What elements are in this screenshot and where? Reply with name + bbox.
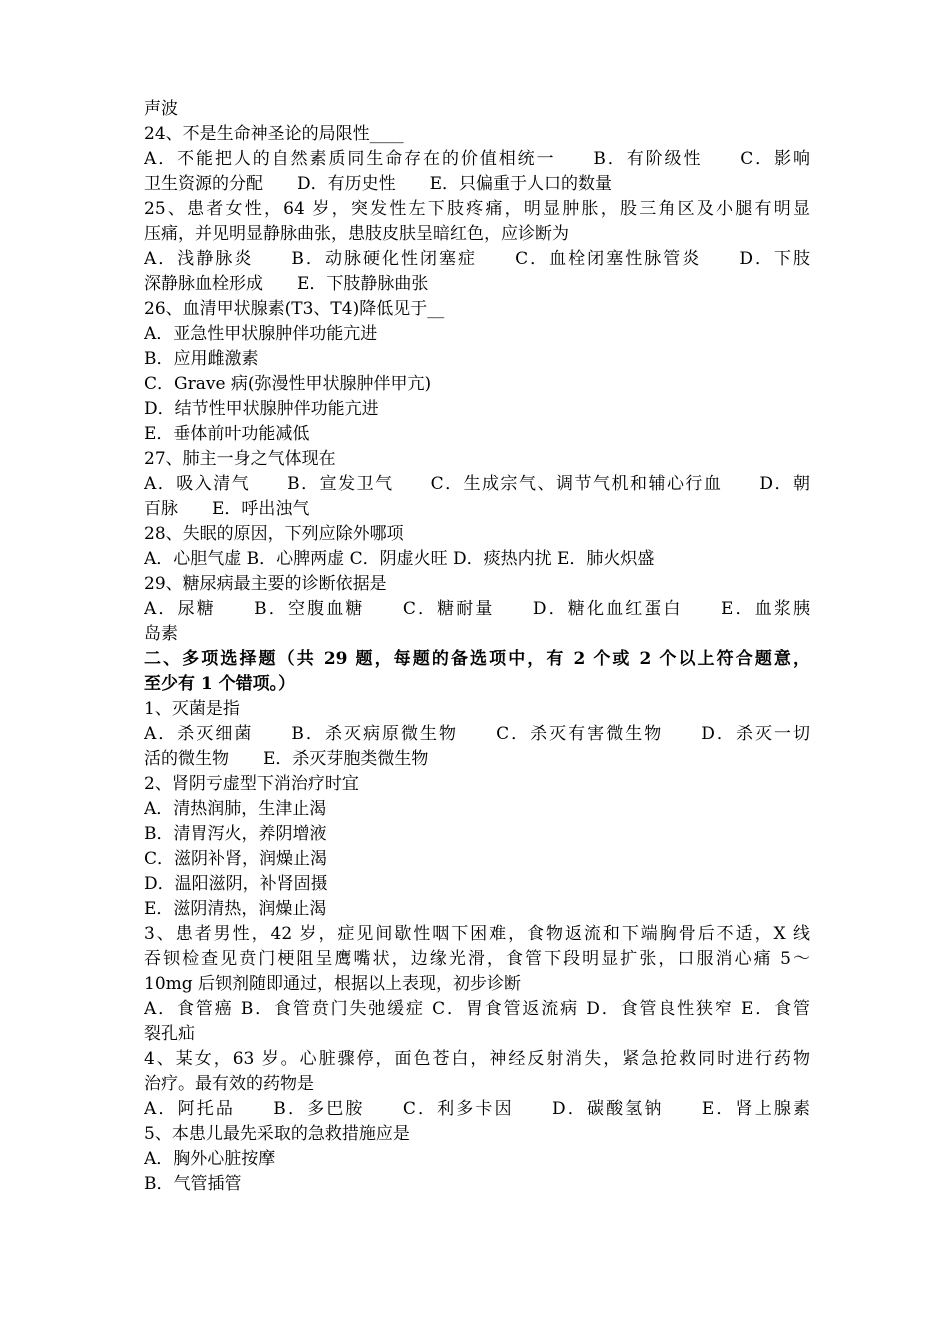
text-line: A．不能把人的自然素质同生命存在的价值相统一 B．有阶级性 C．影响 [144, 149, 810, 169]
text-line: 4、某女，63 岁。心脏骤停，面色苍白，神经反射消失，紧急抢救同时进行药物 [144, 1049, 810, 1069]
text-line: A．尿糖 B．空腹血糖 C．糖耐量 D．糖化血红蛋白 E．血浆胰 [144, 599, 810, 619]
text-line: B．应用雌激素 [144, 349, 259, 369]
text-line: A．吸入清气 B．宣发卫气 C．生成宗气、调节气机和辅心行血 D．朝 [144, 474, 810, 494]
text-line: 3、患者男性，42 岁，症见间歇性咽下困难，食物返流和下端胸骨后不适，X 线 [144, 924, 810, 944]
text-line: 10mg 后钡剂随即通过，根据以上表现，初步诊断 [144, 974, 522, 994]
text-line: E．滋阴清热，润燥止渴 [144, 899, 327, 919]
text-line: 28、失眠的原因，下列应除外哪项 [144, 524, 404, 544]
text-line: E．垂体前叶功能减低 [144, 424, 310, 444]
text-line: 26、血清甲状腺素(T3、T4)降低见于__ [144, 299, 445, 319]
text-line: D．温阳滋阴，补肾固摄 [144, 874, 328, 894]
text-line: A．亚急性甲状腺肿伴功能亢进 [144, 324, 378, 344]
text-line: 压痛，并见明显静脉曲张，患肢皮肤呈暗红色，应诊断为 [144, 224, 569, 244]
text-line: 25、患者女性，64 岁，突发性左下肢疼痛，明显肿胀，股三角区及小腿有明显 [144, 199, 810, 219]
text-line: 1、灭菌是指 [144, 699, 240, 719]
section-heading-line: 二、多项选择题（共 29 题，每题的备选项中，有 2 个或 2 个以上符合题意， [144, 649, 810, 669]
text-line: D．结节性甲状腺肿伴功能亢进 [144, 399, 379, 419]
text-line: B．气管插管 [144, 1174, 242, 1194]
text-line: 百脉 E．呼出浊气 [144, 499, 310, 519]
text-line: 29、糖尿病最主要的诊断依据是 [144, 574, 387, 594]
text-line: 声波 [144, 99, 178, 119]
text-line: C．滋阴补肾，润燥止渴 [144, 849, 328, 869]
text-line: A．心胆气虚 B．心脾两虚 C．阴虚火旺 D．痰热内扰 E．肺火炽盛 [144, 549, 655, 569]
text-line: A．清热润肺，生津止渴 [144, 799, 327, 819]
text-line: 裂孔疝 [144, 1024, 195, 1044]
text-line: A．浅静脉炎 B．动脉硬化性闭塞症 C．血栓闭塞性脉管炎 D．下肢 [144, 249, 810, 269]
text-line: 岛素 [144, 624, 178, 644]
text-line: A．阿托品 B．多巴胺 C．利多卡因 D．碳酸氢钠 E．肾上腺素 [144, 1099, 810, 1119]
text-line: 卫生资源的分配 D．有历史性 E．只偏重于人口的数量 [144, 174, 613, 194]
text-line: 深静脉血栓形成 E．下肢静脉曲张 [144, 274, 429, 294]
text-line: B．清胃泻火，养阴增液 [144, 824, 327, 844]
document-body [144, 97, 810, 1197]
text-line: A．胸外心脏按摩 [144, 1149, 276, 1169]
text-line: 27、肺主一身之气体现在 [144, 449, 336, 469]
text-line: 2、肾阴亏虚型下消治疗时宜 [144, 774, 359, 794]
text-line: A．杀灭细菌 B．杀灭病原微生物 C．杀灭有害微生物 D．杀灭一切 [144, 724, 810, 744]
section-heading-line: 至少有 1 个错项。） [144, 674, 296, 694]
text-line: 吞钡检查见贲门梗阻呈鹰嘴状，边缘光滑，食管下段明显扩张，口服消心痛 5～ [144, 949, 810, 969]
text-line: 24、不是生命神圣论的局限性____ [144, 124, 404, 144]
text-line: 治疗。最有效的药物是 [144, 1074, 314, 1094]
text-line: 活的微生物 E．杀灭芽胞类微生物 [144, 749, 429, 769]
text-line: A．食管癌 B．食管贲门失弛缓症 C．胃食管返流病 D．食管良性狭窄 E．食管 [144, 999, 810, 1019]
text-line: 5、本患儿最先采取的急救措施应是 [144, 1124, 410, 1144]
text-line: C．Grave 病(弥漫性甲状腺肿伴甲亢) [144, 374, 432, 394]
